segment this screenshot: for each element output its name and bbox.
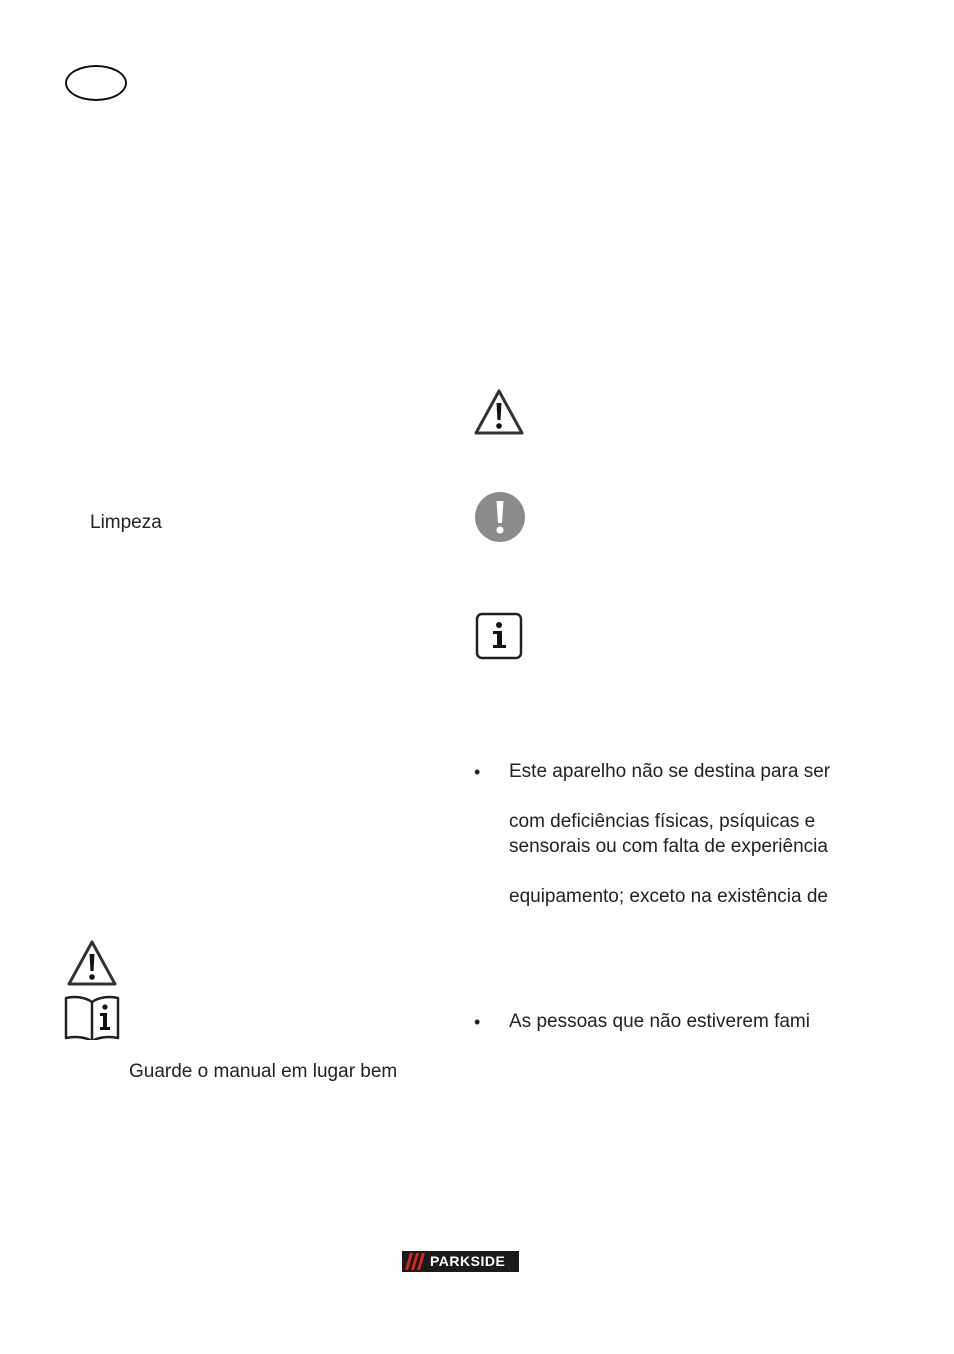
info-box-icon [475, 612, 523, 660]
exclamation-circle-icon [474, 491, 526, 543]
warning-triangle-icon [66, 939, 118, 987]
parkside-logo [402, 1251, 519, 1272]
bullet-text-line: As pessoas que não estiverem fami [509, 1011, 810, 1032]
manual-book-icon [63, 994, 121, 1040]
bullet-text-line: com deficiências físicas, psíquicas e [509, 811, 816, 832]
bullet-marker: • [474, 762, 481, 782]
bullet-text-line: sensorais ou com falta de experiência [509, 836, 828, 857]
bullet-marker: • [474, 1012, 481, 1032]
logo-stripes [402, 1251, 428, 1272]
brand-logo-text: PARKSIDE [430, 1253, 506, 1269]
manual-storage-note: Guarde o manual em lugar bem [129, 1061, 398, 1082]
bullet-text-line: equipamento; exceto na existência de [509, 886, 828, 907]
language-marker-oval [65, 65, 127, 101]
section-label-limpeza: Limpeza [90, 512, 162, 533]
bullet-text-line: Este aparelho não se destina para ser [509, 761, 831, 782]
warning-triangle-icon [473, 388, 525, 436]
